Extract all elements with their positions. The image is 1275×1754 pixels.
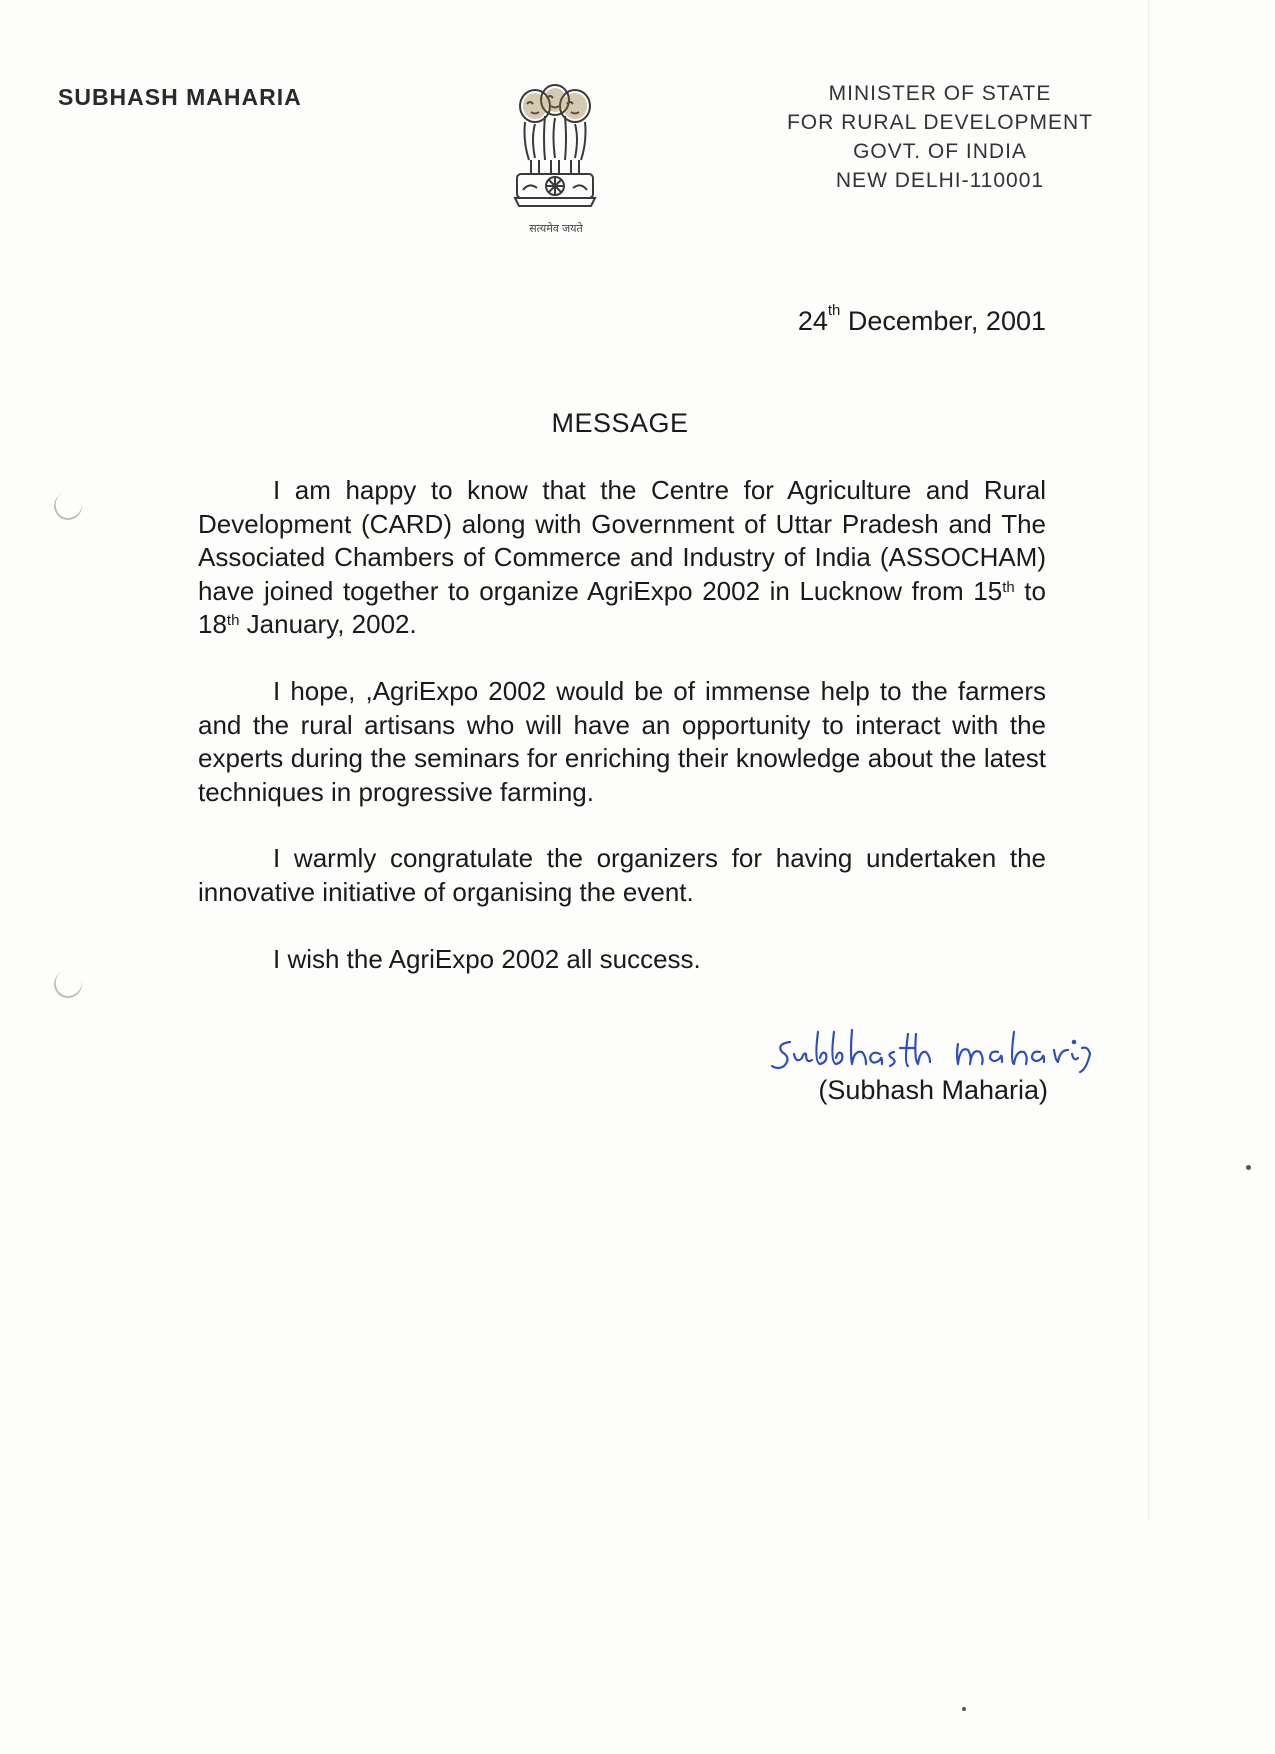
office-line: MINISTER OF STATE [828, 82, 1052, 105]
handwritten-signature [768, 1018, 1128, 1078]
message-paragraph-4: I wish the AgriExpo 2002 all success. [273, 944, 701, 974]
message-paragraph-2: I hope, ,AgriExpo 2002 would be of immense help to the farmers and the rural artisans who will have an opportunity to interact with the experts during the seminars for enriching their knowledge about the latest techniques in progressive farming. [198, 676, 1046, 807]
date-rest: December, 2001 [840, 306, 1046, 336]
punch-hole-mark [50, 488, 86, 524]
paragraph-text: January, 2002. [239, 609, 417, 639]
scan-speck [1246, 1165, 1251, 1170]
page-edge-divider [1148, 0, 1149, 1520]
ordinal-suffix: th [226, 612, 240, 629]
ordinal-suffix: th [1002, 578, 1015, 596]
emblem-motto: सत्यमेव जयते [529, 223, 583, 235]
letter-date [600, 302, 1046, 337]
state-emblem-icon [505, 82, 605, 242]
date-day: 24 [797, 306, 828, 336]
message-heading: MESSAGE [551, 408, 689, 438]
date-day-suffix: th [827, 302, 841, 319]
paragraph-text: I am happy to know that the Centre for Agriculture and Rural Development (CARD) along with Government of Uttar Pradesh and The Associated Chambers of Commerce and Industry of India (ASSOCHAM) have joined together to organize AgriExpo 2002 in Lucknow from 15 [198, 475, 1046, 606]
paragraph-text: to 18 [198, 575, 1046, 639]
punch-hole-mark [50, 966, 86, 1002]
message-paragraph-1 [198, 474, 1046, 642]
sender-name: SUBHASH MAHARIA [58, 84, 302, 110]
office-line: FOR RURAL DEVELOPMENT [786, 111, 1094, 134]
signatory-name: (Subhash Maharia) [818, 1075, 1048, 1105]
office-line: GOVT. OF INDIA [853, 140, 1027, 163]
office-line: NEW DELHI-110001 [835, 169, 1045, 192]
scan-speck [962, 1707, 966, 1711]
office-address-block [760, 79, 1120, 195]
message-paragraph-3: I warmly congratulate the organizers for having undertaken the innovative initiative of organising the event. [198, 843, 1046, 907]
